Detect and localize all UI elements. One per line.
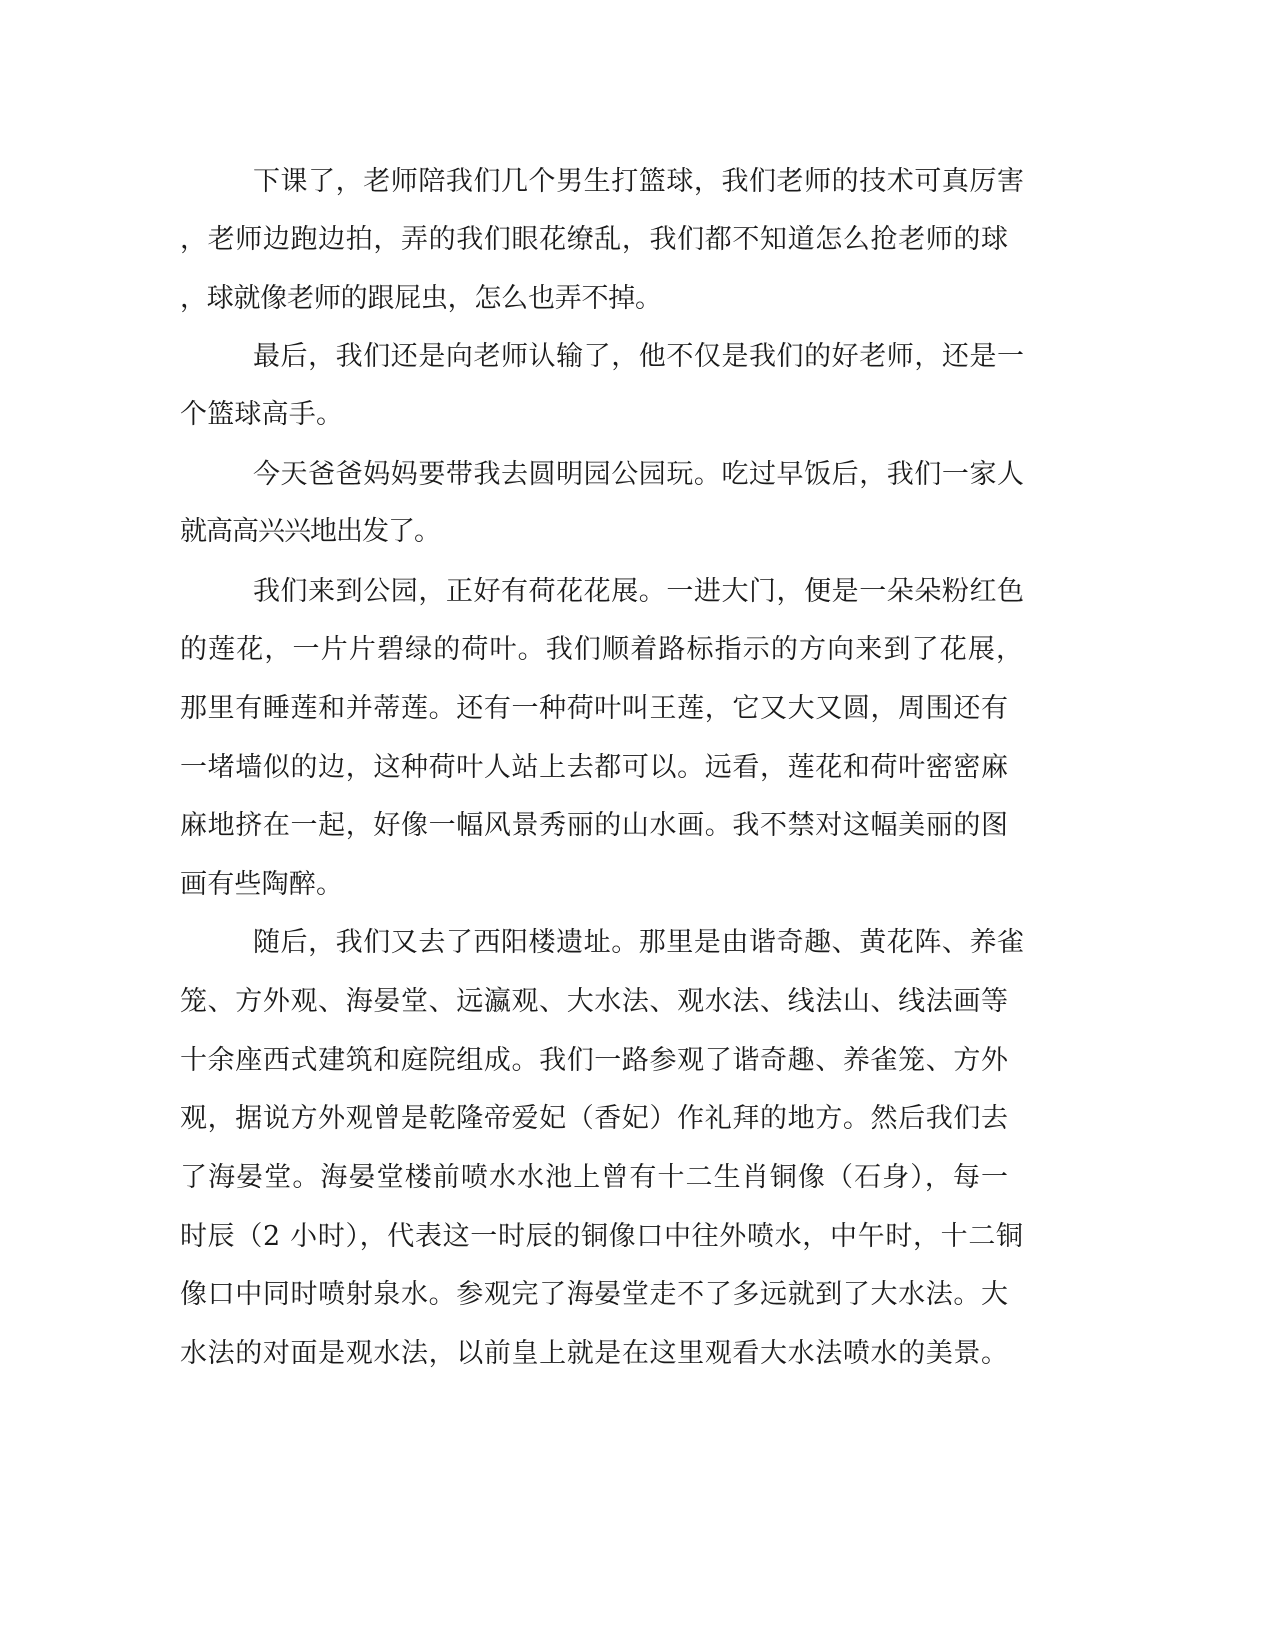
line-text: 随后，我们又去了西阳楼遗址。那里是由谐奇趣、黄花阵、养雀 (253, 927, 1025, 958)
line-text: ，老师边跑边拍，弄的我们眼花缭乱，我们都不知道怎么抢老师的球 (180, 224, 1009, 255)
line-text: ，球就像老师的跟屁虫，怎么也弄不掉。 (180, 283, 662, 314)
text-line (0, 982, 1275, 1022)
line-text: 十余座西式建筑和庭院组成。我们一路参观了谐奇趣、养雀笼、方外 (180, 1045, 1009, 1076)
text-line (0, 630, 1275, 670)
text-line (0, 162, 1275, 202)
line-text: 时辰（2 小时），代表这一时辰的铜像口中往外喷水，中午时，十二铜 (180, 1221, 1024, 1252)
text-line (0, 1217, 1275, 1257)
line-text: 就高高兴兴地出发了。 (180, 516, 440, 547)
line-text: 的莲花，一片片碧绿的荷叶。我们顺着路标指示的方向来到了花展， (180, 634, 1025, 665)
line-text: 个篮球高手。 (180, 399, 344, 430)
line-text: 最后，我们还是向老师认输了，他不仅是我们的好老师，还是一 (253, 341, 1025, 372)
line-text: 水法的对面是观水法，以前皇上就是在这里观看大水法喷水的美景。 (180, 1338, 1009, 1369)
text-line (0, 279, 1275, 319)
line-text: 今天爸爸妈妈要带我去圆明园公园玩。吃过早饭后，我们一家人 (253, 459, 1025, 490)
text-line (0, 1099, 1275, 1139)
line-text: 那里有睡莲和并蒂莲。还有一种荷叶叫王莲，它又大又圆，周围还有 (180, 693, 1009, 724)
line-text: 像口中同时喷射泉水。参观完了海晏堂走不了多远就到了大水法。大 (180, 1279, 1009, 1310)
text-line (0, 220, 1275, 260)
text-line (0, 865, 1275, 905)
line-text: 下课了，老师陪我们几个男生打篮球，我们老师的技术可真厉害 (253, 166, 1025, 197)
line-text: 了海晏堂。海晏堂楼前喷水水池上曾有十二生肖铜像（石身），每一 (180, 1162, 1010, 1193)
text-line (0, 1041, 1275, 1081)
text-line (0, 395, 1275, 435)
text-line (0, 748, 1275, 788)
text-line (0, 689, 1275, 729)
text-line (0, 455, 1275, 495)
text-line (0, 512, 1275, 552)
line-text: 笼、方外观、海晏堂、远瀛观、大水法、观水法、线法山、线法画等 (180, 986, 1009, 1017)
text-line (0, 806, 1275, 846)
text-line (0, 337, 1275, 377)
text-line (0, 1334, 1275, 1374)
text-line (0, 923, 1275, 963)
text-line (0, 1275, 1275, 1315)
line-text: 麻地挤在一起，好像一幅风景秀丽的山水画。我不禁对这幅美丽的图 (180, 810, 1009, 841)
line-text: 我们来到公园，正好有荷花花展。一进大门，便是一朵朵粉红色 (253, 576, 1025, 607)
text-line (0, 572, 1275, 612)
line-text: 观，据说方外观曾是乾隆帝爱妃（香妃）作礼拜的地方。然后我们去 (180, 1103, 1009, 1134)
text-line (0, 1158, 1275, 1198)
line-text: 一堵墙似的边，这种荷叶人站上去都可以。远看，莲花和荷叶密密麻 (180, 752, 1009, 783)
line-text: 画有些陶醉。 (180, 869, 344, 900)
